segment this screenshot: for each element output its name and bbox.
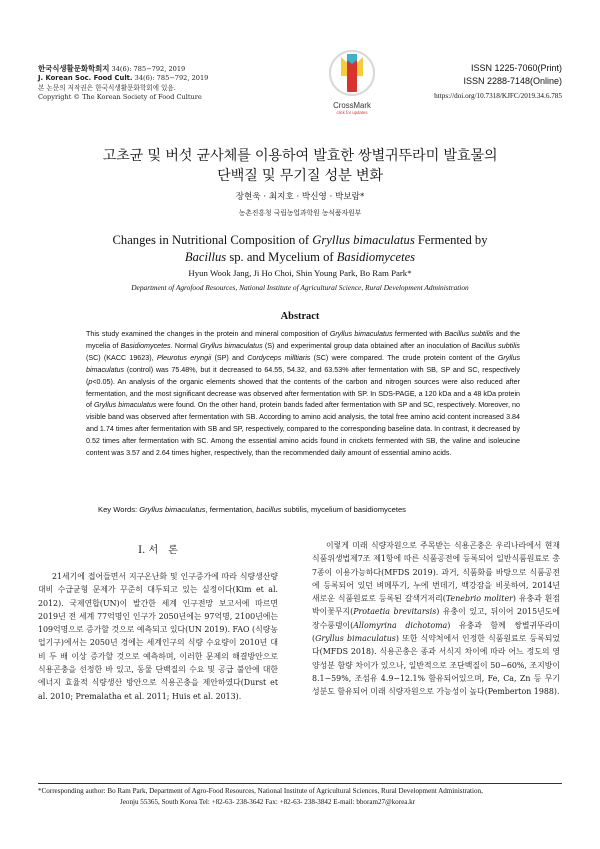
korean-title: [0, 146, 600, 186]
abstract-species: Gryllus bimaculatus: [200, 341, 263, 350]
abstract-species: Gryllus bimaculatus: [329, 330, 393, 338]
body-left-column: [38, 570, 278, 703]
crossmark-label: CrossMark: [333, 101, 371, 110]
abstract-body: [86, 329, 520, 460]
issn-print: ISSN 1225-7060(Print): [470, 63, 562, 73]
body-species: Tenebrio moliter: [445, 594, 513, 604]
keyword-genus: bacillus: [256, 505, 282, 514]
doi-link[interactable]: https://doi.org/10.7318/KJFC/2019.34.6.785: [434, 92, 562, 100]
english-title-text: Fermented by: [414, 233, 488, 247]
abstract-text: were found. On the other hand, protein bands faded after fermentation with SP and SC, respectively. Moreover, no visible band was observed after fermentation with SB. According to amino acid analysis, the total free amino acid content increased 3.84 and 1.74 times after fermentation with SB and SP, respectively, compared to the corresponding baseline data. In contrast, it decreased by 0.52 times after fermentation with SC. Among the essential amino acids found in crickets fermented with SB, the valine and isoleucine content was 3.57 and 2.64 times higher, respectively, than the recommended daily amount of essential amino acids.: [86, 401, 520, 458]
abstract-heading: Abstract: [280, 311, 320, 322]
abstract-species: Gryllus bimaculatus: [86, 353, 521, 374]
keyword-text: , fermentation,: [205, 505, 257, 514]
crossmark-subtext: click for updates: [336, 110, 368, 115]
english-title-taxon: Basidiomycetes: [336, 250, 416, 264]
english-authors: Hyun Wook Jang, Ji Ho Choi, Shin Young Park, Bo Ram Park*: [188, 268, 412, 278]
intro-paragraph-1: 21세기에 접어들면서 지구온난화 및 인구증가에 따라 식량생산량 대비 수급균형 문제가 꾸준히 대두되고 있는 실정이다(Kim et al. 2012). 국제연합(UN)이 발간한 세계 인구전망 보고서에 따르면 2019년 전 세계 77억명인 인구가 2050년에는 97억명, 2100년에는 109억명으로 증가할 것으로 예측되고 있다(UN 2019). FAO (식량농업기구)에서는 2050년 경에는 세계인구의 식량 수요량이 2010년 대비 두 배 이상 증가할 것으로 예측하며, 이러한 문제의 해결방안으로 식용곤충을 선정한 바 있고, 동물 단백질의 수요 및 공급 불안에 대한 에너지 효율적 식량생산 방안으로 식용곤충을 제안하였다(Durst et al. 2010; Premalatha et al. 2011; Huis et al. 2013).: [38, 572, 278, 701]
body-species: Gryllus bimaculatus: [315, 634, 396, 644]
corresponding-author-line2: Jeonju 55365, South Korea Tel: +82-63- 238-3642 Fax: +82-63- 238-3842 E-mail: bboram27@korea.kr: [120, 798, 416, 806]
crossmark-badge[interactable]: [327, 46, 377, 115]
copyright-en: Copyright © The Korean Society of Food Culture: [38, 92, 202, 101]
journal-header: [38, 64, 208, 102]
korean-title-line1: 고초균 및 버섯 균사체를 이용하여 발효한 쌍별귀뚜라미 발효물의: [102, 148, 498, 164]
abstract-text: (SC) (KACC 19623),: [86, 353, 157, 362]
abstract-text: (SP) and: [211, 353, 248, 362]
body-text: ) 유충이 있고, 뒤이어 2015년도에 장수풍뎅이(: [312, 607, 560, 630]
abstract-species: Gryllus bimaculatus: [94, 401, 157, 410]
abstract-text: fermented with: [392, 330, 445, 338]
section-heading-introduction: Ⅰ. 서 론: [138, 545, 178, 556]
korean-affiliation: 농촌진흥청 국립농업과학원 농식품자원부: [238, 209, 362, 217]
korean-authors: 장현욱 · 최지호 · 박신영 · 박보람*: [235, 192, 365, 202]
english-title-text: Changes in Nutritional Composition of: [112, 233, 313, 247]
keyword-species: Gryllus bimaculatus: [139, 505, 206, 514]
abstract-text: <0.05). An analysis of the organic elements showed that the contents of the carbon and nitrogen sources were also reduced after fermentation, and the most significant decrease was observed after fermentation with SP. In SDS-PAGE, a 120 kDa and a 48 kDa protein of: [86, 377, 520, 410]
body-text: ) 또한 식약처에서 인정한 식품원료로 등록되었다(MFDS 2018). 식용곤충은 종과 서식지 차이에 따라 어느 정도의 영양성분 함량 차이가 있으나, 일반적으로 조단백질이 50−60%, 조지방이 8.1−59%, 조섬유 4.9−12.1% 함유되어있으며, Fe, Ca, Zn 등 무기성분도 함유되어 미래 식량자원으로 가능성이 높다(Pemberton 1988).: [312, 634, 561, 697]
body-text: ) 유충과 함께 쌍별귀뚜라미(: [312, 620, 560, 644]
issn-online: ISSN 2288-7148(Online): [463, 76, 562, 86]
english-title-text: sp. and Mycelium of: [226, 250, 337, 264]
english-title: [0, 232, 600, 266]
abstract-species: Cordyceps milltiaris: [247, 353, 311, 362]
english-title-genus: Bacillus: [184, 250, 227, 264]
journal-name-en: J. Korean Soc. Food Cult.: [38, 74, 133, 83]
abstract-text: (SC) were compared. The crude protein content of the: [310, 353, 498, 362]
abstract-species: Basidiomycetes: [120, 341, 171, 350]
korean-title-line2: 단백질 및 무기질 성분 변화: [217, 168, 383, 184]
journal-name-ko: 한국식생활문화학회지: [38, 64, 110, 73]
journal-line-ko: [38, 64, 208, 74]
abstract-species: Pleurotus eryngii: [156, 353, 212, 362]
abstract-species: Bacillus subtilis: [444, 330, 494, 338]
keywords-label: Key Words:: [98, 505, 140, 514]
body-species: Protaetia brevitarsis: [353, 607, 437, 617]
abstract-species: Bacillus subtilis: [471, 341, 520, 350]
english-title-line2: [0, 249, 600, 266]
issn-block: [434, 62, 562, 100]
english-title-species: Gryllus bimaculatus: [312, 233, 415, 247]
english-affiliation: Department of Agrofood Resources, National Institute of Agricultural Science, Rural Development Administration: [131, 283, 469, 292]
crossmark-icon: [327, 46, 377, 101]
journal-volume-en: 34(6): 785−792, 2019: [132, 74, 209, 83]
journal-line-en: [38, 74, 208, 83]
keyword-text: subtilis, mycelium of basidiomycetes: [281, 505, 406, 514]
copyright-ko: 본 논문의 저작권은 한국식생활문화학회에 있음.: [38, 83, 176, 92]
body-text: ) 유충과 흰점박이꽃무지(: [312, 594, 560, 617]
english-title-line1: [0, 232, 600, 249]
abstract-text: (control) was 75.48%, but it decreased to 64.55, 54.32, and 63.53% after fermentation with SB, SP and SC, respectively (: [86, 365, 520, 386]
body-right-column: [312, 539, 560, 699]
abstract-text: (S) and experimental group data obtained after an inoculation of: [262, 341, 472, 350]
intro-paragraph-2: [312, 539, 560, 699]
keywords: [98, 505, 518, 514]
abstract-text: and the mycelia of: [86, 330, 520, 350]
abstract-p-symbol: p: [88, 377, 93, 386]
abstract-text: . Normal: [170, 341, 201, 350]
body-text: 이렇게 미래 식량자원으로 주목받는 식용곤충은 우리나라에서 현재식품위생법제7조 제1항에 따른 식품공전에 등록되어 일반식품원료로 총 7종이 이용가능하다(MFDS 2019). 과거, 식품화를 바탕으로 식품공전에 등록되어 있던 벼메뚜기, 누에 번데기, 백강잠을 비롯하여, 2014년 새로운 식품원료로 등록된 갈색거저리(: [312, 541, 560, 604]
body-species: Allomyrina dichotoma: [353, 620, 448, 630]
abstract-text: This study examined the changes in the protein and mineral composition of: [86, 330, 330, 338]
corresponding-author-line1: *Corresponding author: Bo Ram Park, Department of Agro-Food Resources, National Institute of Agricultural Sciences, Rural Development Administration,: [38, 787, 483, 795]
footnote-divider: [38, 783, 562, 784]
journal-volume-ko: 34(6): 785−792, 2019: [109, 65, 186, 73]
